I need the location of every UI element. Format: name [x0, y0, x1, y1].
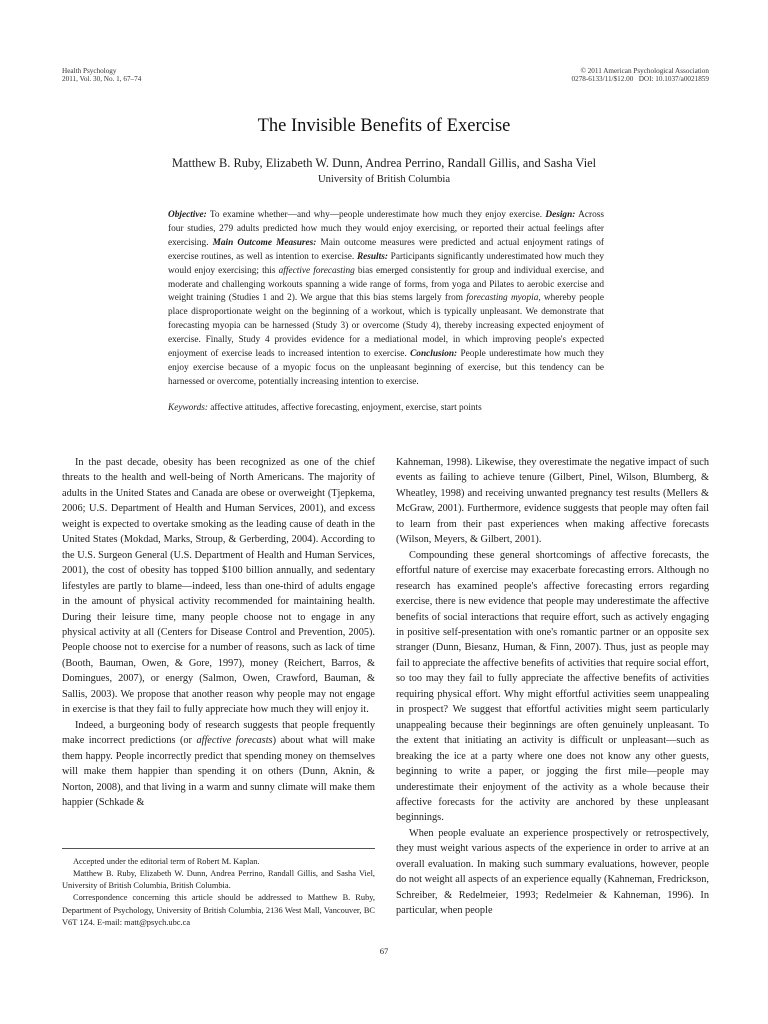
running-header-right	[572, 67, 710, 84]
results-label: Results:	[356, 251, 388, 262]
keywords	[168, 403, 604, 413]
objective-label: Objective:	[168, 210, 207, 220]
results-term-forecasting-myopia: forecasting myopia	[466, 293, 539, 304]
body-text: Indeed, a burgeoning body of research suggests that people frequently make incorrect predictions (or	[62, 719, 375, 747]
conclusion-label: Conclusion:	[410, 349, 458, 360]
body-paragraph: When people evaluate an experience prospectively or retrospectively, they must weight various aspects of the experience in order to arrive at an overall evaluation. In making such summary evaluations, however, people do not weight all aspects of an experience equally (Kahneman, Fredrickson, Schreiber, & Redelmeier, 1993; Redelmeier & Kahneman, 1996). In particular, when people	[396, 827, 709, 917]
copyright-line: © 2011 American Psychological Association	[580, 67, 709, 75]
footnote-divider	[62, 848, 375, 849]
design-text: Across four studies, 279 adults predicted how much they would enjoy exercising, or reported their actual feelings after exercising.	[168, 210, 604, 248]
footnote-authors: Matthew B. Ruby, Elizabeth W. Dunn, Andrea Perrino, Randall Gillis, and Sasha Viel, University of British Columbia, British Columbia.	[62, 869, 375, 891]
keywords-text: affective attitudes, affective forecasting, enjoyment, exercise, start points	[207, 403, 482, 413]
article-title: The Invisible Benefits of Exercise	[257, 116, 511, 136]
objective-text: To examine whether—and why—people underestimate how much they enjoy exercise.	[206, 210, 543, 220]
footnote-correspondence: Correspondence concerning this article should be addressed to Matthew B. Ruby, Department of Psychology, University of British Columbia, 2136 West Mall, Vancouver, BC V6T 1Z4. E-mail: matt@psych.ubc.ca	[62, 893, 375, 927]
measures-text: Main outcome measures were predicted and actual enjoyment ratings of exercise routines, as well as intention to exercise.	[168, 237, 604, 262]
body-paragraph: Compounding these general shortcomings of affective forecasts, the effortful nature of exercise may exacerbate forecasting errors. Although no research has examined people's affective forecasting errors regarding exercise, there is new evidence that people may underestimate the affective benefits of social interactions that require effort, such as actively engaging in positive self-presentation with one's romantic partner or an opposite sex stranger (Dunn, Biesanz, Human, & Finn, 2007). Thus, just as people may fail to appreciate the affective benefits of activities that require social effort, so too may they fail to fully appreciate the affective benefits of activities requiring physical effort. Why might effortful activities seem unappealing in prospect? We suggest that effortful activities might seem particularly unappealing because their beginnings are often genuinely unpleasant. To the extent that initiating an activity is difficult or unpleasant—such as breaking the ice at a party where one does not know any other guests, beginning to write a paper, or jogging the first mile—people may underestimate their enjoyment of the activity as a whole because their affective forecasts for the activity are anchored by these unpleasant beginnings.	[396, 549, 709, 824]
body-paragraph	[62, 718, 375, 811]
results-text-1: Participants significantly underestimated how much they would enjoy exercising; this	[168, 251, 604, 276]
body-paragraph: Kahneman, 1998). Likewise, they overestimate the negative impact of such events as failing to achieve tenure (Gilbert, Pinel, Wilson, Blumberg, & Wheatley, 1998) and receiving unwanted pregnancy test results (Mellers & McGraw, 2001). Furthermore, evidence suggests that people may often fail to learn from their past experiences when making affective forecasts (Wilson, Meyers, & Gilbert, 2001).	[396, 457, 709, 546]
journal-name: Health Psychology	[62, 67, 117, 75]
conclusion-text: People underestimate how much they enjoy exercise because of a myopic focus on the unpleasant beginning of exercise, but this tendency can be harnessed or overcome, potentially increasing intention to exercise.	[168, 349, 605, 387]
keywords-label: Keywords:	[168, 403, 208, 413]
doi-line: 0278-6133/11/$12.00 DOI: 10.1037/a0021859	[571, 75, 709, 84]
results-term-affective-forecasting: affective forecasting	[278, 265, 355, 276]
results-text-2: bias emerged consistently for group and individual exercise, and moderate and challenging workouts spanning a wide range of forms, from yoga and Pilates to aerobic exercise and weight training (Studies 1 and 2). We argue that this bias stems largely from	[168, 265, 604, 304]
design-label: Design:	[545, 210, 576, 220]
running-header-left	[62, 67, 141, 84]
body-column-right	[396, 455, 709, 919]
page-number: 67	[379, 946, 389, 956]
term-affective-forecasts: affective forecasts	[196, 735, 273, 747]
footnotes	[62, 856, 375, 929]
measures-label: Main Outcome Measures:	[212, 237, 317, 248]
journal-volume: 2011, Vol. 30, No. 1, 67–74	[62, 75, 142, 84]
abstract	[168, 209, 604, 390]
body-text: ) about what will make them happy. People incorrectly predict that spending money on themselves will make them happier than spending it on others (Dunn, Aknin, & Norton, 2008), and that living in a warm and sunny climate will make them happier (Schkade &	[62, 735, 375, 808]
affiliation: University of British Columbia	[317, 174, 451, 185]
footnote-editor: Accepted under the editorial term of Robert M. Kaplan.	[73, 857, 260, 866]
body-paragraph: In the past decade, obesity has been recognized as one of the chief threats to the health and well-being of North Americans. The majority of adults in the United States and Canada are obese or overweight (Tjepkema, 2006; U.S. Department of Health and Human Services, 2001), and excess weight is expected to overtake smoking as the leading cause of death in the United States (Mokdad, Marks, Stroup, & Gerberding, 2004). According to the U.S. Surgeon General (U.S. Department of Health and Human Services, 2001), the cost of obesity has topped $100 billion annually, and sedentary lifestyles are partly to blame—indeed, less than one-third of adults engage in the amount of physical activity recommended for maintaining health. During their leisure time, many people choose not to engage in any physical activity at all (Centers for Disease Control and Prevention, 2005). People choose not to exercise for a number of reasons, such as lack of time (Booth, Bauman, Owen, & Gore, 1997), money (Reichert, Barros, & Domingues, 2007), or energy (Salmon, Owen, Crawford, Bauman, & Sallis, 2003). We propose that another reason why people may not engage in exercise is that they fail to fully appreciate how much they will enjoy it.	[62, 457, 375, 716]
author-list: Matthew B. Ruby, Elizabeth W. Dunn, Andrea Perrino, Randall Gillis, and Sasha Viel	[171, 156, 597, 170]
body-column-left	[62, 455, 375, 810]
results-text-3: , whereby people place disproportionate weight on the beginning of a workout, which is typically unpleasant. We demonstrate that forecasting myopia can be harnessed (Study 3) or overcome (Study 4), thereby increasing expected enjoyment of exercise. Finally, Study 4 provides evidence for a mediational model, in which improving people's expected enjoyment of exercise leads to increased intention to exercise.	[168, 293, 604, 360]
